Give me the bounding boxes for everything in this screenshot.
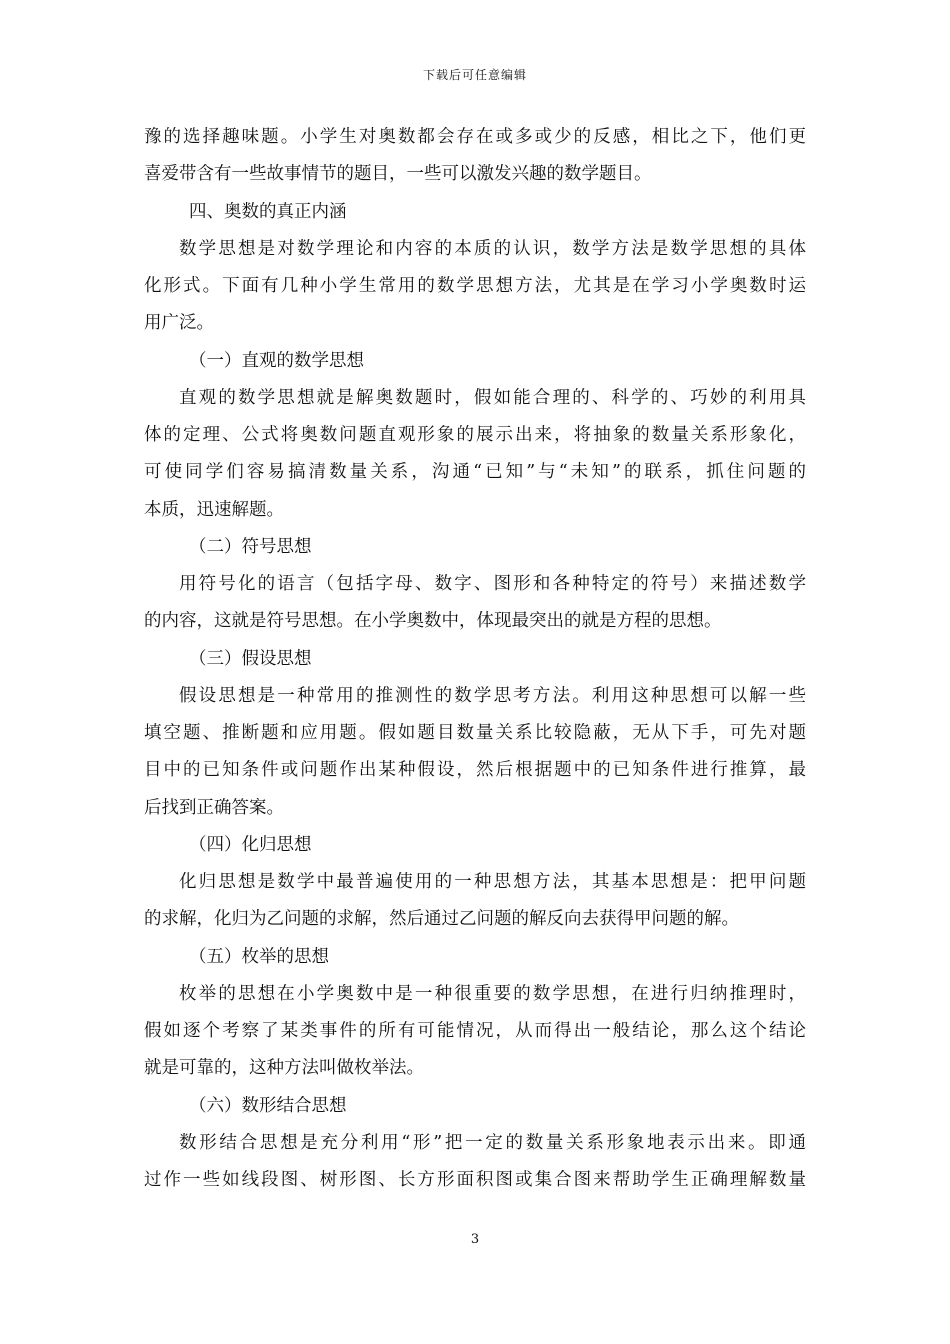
subsection-heading: （五）枚举的思想 [189, 946, 329, 967]
text-line: 可使同学们容易搞清数量关系，沟通“已知”与“未知”的联系，抓住问题的 [144, 462, 806, 483]
text-line: 直观的数学思想就是解奥数题时，假如能合理的、科学的、巧妙的利用具 [179, 387, 806, 408]
text-line: 用符号化的语言（包括字母、数字、图形和各种特定的符号）来描述数学 [179, 574, 806, 594]
page-number: 3 [470, 1232, 480, 1247]
text-line: 枚举的思想在小学奥数中是一种很重要的数学思想，在进行归纳推理时， [179, 983, 806, 1004]
text-line: 豫的选择趣味题。小学生对奥数都会存在或多或少的反感，相比之下，他们更 [144, 127, 806, 147]
text-line: 化归思想是数学中最普遍使用的一种思想方法，其基本思想是：把甲问题 [179, 872, 806, 892]
text-line: 数形结合思想是充分利用“形”把一定的数量关系形象地表示出来。即通 [179, 1132, 806, 1153]
section-heading: 四、奥数的真正内涵 [189, 201, 347, 222]
text-line: 假如逐个考察了某类事件的所有可能情况，从而得出一般结论，那么这个结论 [144, 1021, 806, 1041]
text-line: 的求解，化归为乙问题的求解，然后通过乙问题的解反向去获得甲问题的解。 [144, 909, 739, 930]
text-line: 后找到正确答案。 [144, 797, 284, 818]
text-line: 体的定理、公式将奥数问题直观形象的展示出来，将抽象的数量关系形象化， [144, 425, 806, 445]
text-line: 用广泛。 [144, 313, 214, 334]
text-line: 喜爱带含有一些故事情节的题目，一些可以激发兴趣的数学题目。 [144, 164, 652, 185]
page-header: 下载后可任意编辑 [422, 68, 527, 82]
subsection-heading: （六）数形结合思想 [189, 1095, 347, 1116]
text-line: 假设思想是一种常用的推测性的数学思考方法。利用这种思想可以解一些 [179, 685, 806, 706]
subsection-heading: （二）符号思想 [189, 536, 312, 557]
document-body [144, 119, 806, 1199]
subsection-heading: （四）化归思想 [189, 834, 312, 855]
subsection-heading: （三）假设思想 [189, 648, 312, 669]
text-line: 填空题、推断题和应用题。假如题目数量关系比较隐蔽，无从下手，可先对题 [144, 723, 806, 743]
subsection-heading: （一）直观的数学思想 [189, 350, 364, 371]
text-line: 就是可靠的，这种方法叫做枚举法。 [144, 1058, 424, 1079]
text-line: 数学思想是对数学理论和内容的本质的认识，数学方法是数学思想的具体 [179, 238, 806, 259]
text-line: 目中的已知条件或问题作出某种假设，然后根据题中的已知条件进行推算，最 [144, 760, 806, 781]
text-line: 化形式。下面有几种小学生常用的数学思想方法，尤其是在学习小学奥数时运 [144, 276, 806, 296]
text-line: 本质，迅速解题。 [144, 499, 284, 520]
text-line: 过作一些如线段图、树形图、长方形面积图或集合图来帮助学生正确理解数量 [144, 1170, 806, 1190]
text-line: 的内容，这就是符号思想。在小学奥数中，体现最突出的就是方程的思想。 [144, 611, 722, 632]
